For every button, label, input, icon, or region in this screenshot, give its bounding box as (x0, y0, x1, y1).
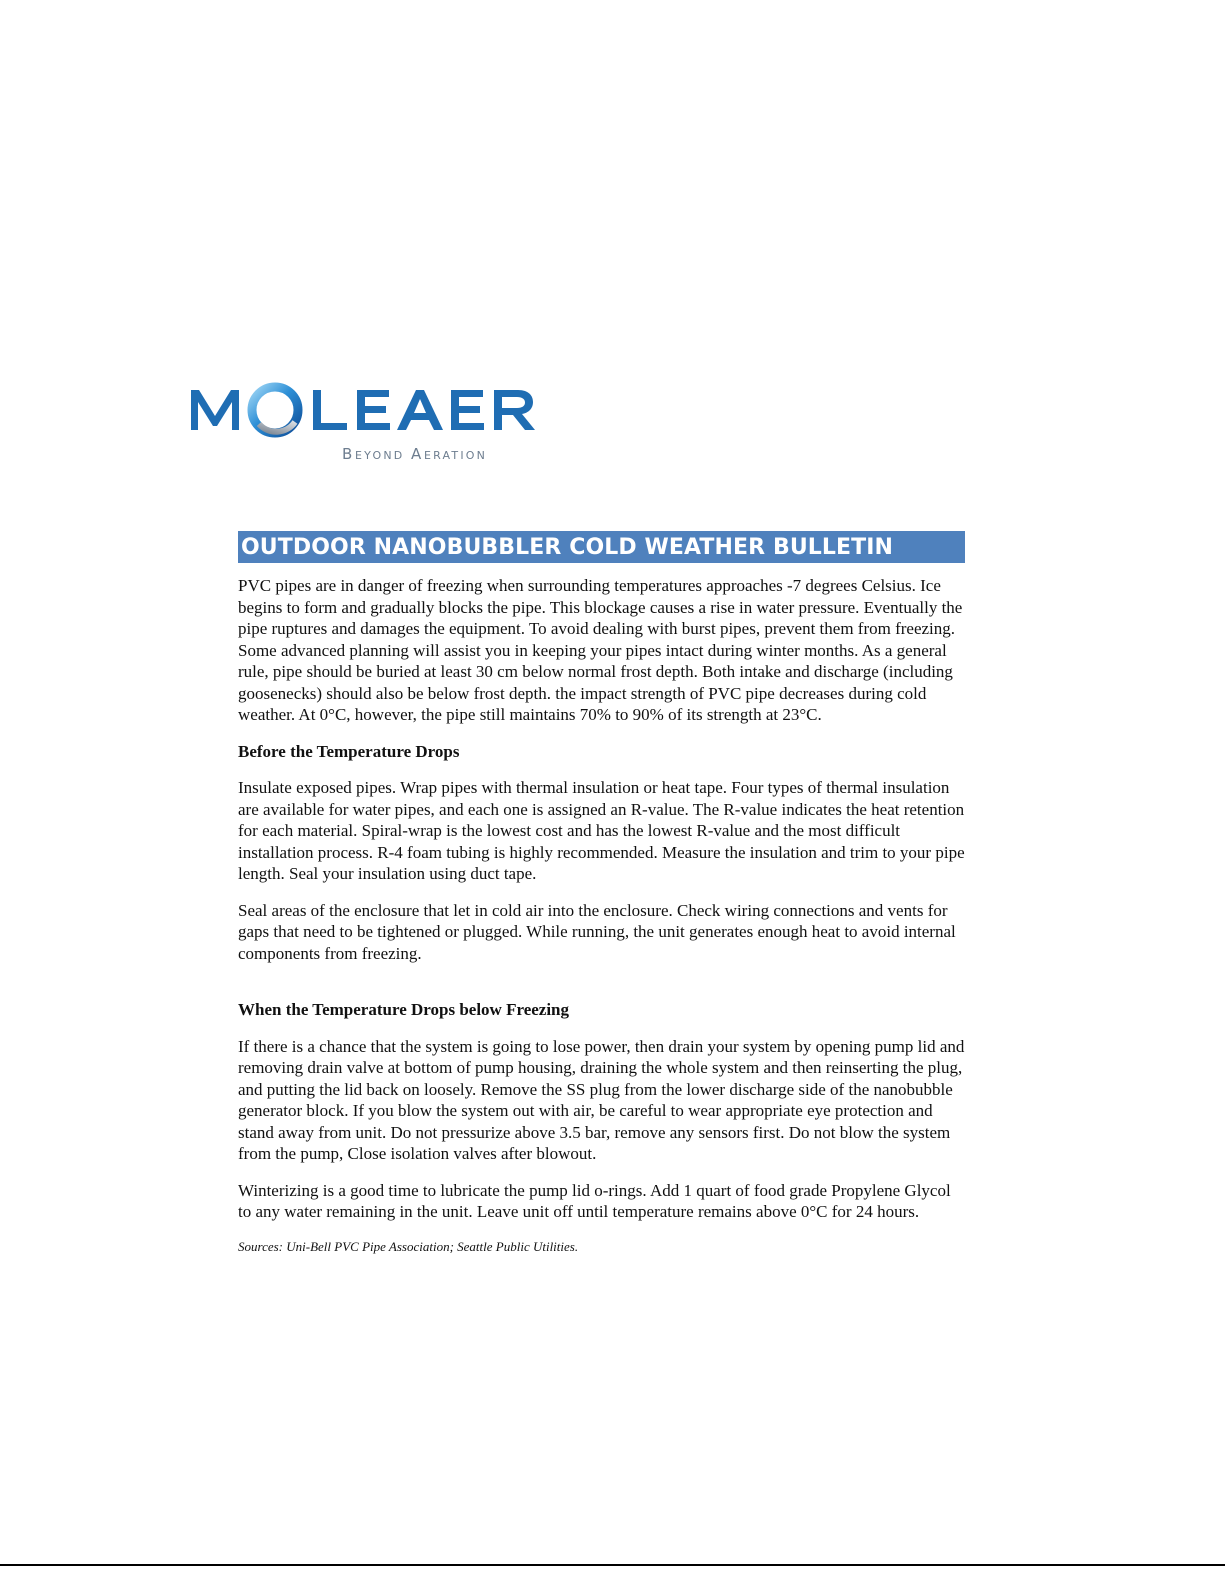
page-bottom-rule (0, 1564, 1225, 1566)
drain-paragraph: If there is a chance that the system is going to lose power, then drain your system by opening pump lid and removing drain valve at bottom of pump housing, draining the whole system and then reinserting the plug, and putting the lid back on loosely. Remove the SS plug from the lower discharge side of the nanobubble generator block. If you blow the system out with air, be careful to wear appropriate eye protection and stand away from unit. Do not pressurize above 3.5 bar, remove any sensors first. Do not blow the system from the pump, Close isolation valves after blowout. (238, 1036, 965, 1163)
svg-text:ERATION: ERATION (424, 449, 488, 462)
section-heading-before-drop: Before the Temperature Drops (238, 741, 460, 761)
moleaer-logo (189, 378, 559, 468)
insulation-paragraph: Insulate exposed pipes. Wrap pipes with thermal insulation or heat tape. Four types of thermal insulation are available for water pipes, and each one is assigned an R-value. The R-value indicates the heat retention for each material. Spiral-wrap is the lowest cost and has the lowest R-value and the most difficult installation process. R-4 foam tubing is highly recommended. Measure the insulation and trim to your pipe length. Seal your insulation using duct tape. (238, 778, 965, 883)
enclosure-paragraph: Seal areas of the enclosure that let in cold air into the enclosure. Check wiring connections and vents for gaps that need to be tightened or plugged. While running, the unit generates enough heat to avoid internal components from freezing. (238, 900, 956, 963)
bulletin-title: OUTDOOR NANOBUBBLER COLD WEATHER BULLETIN (241, 534, 894, 560)
svg-text:EYOND: EYOND (355, 449, 405, 462)
intro-paragraph: PVC pipes are in danger of freezing when surrounding temperatures approaches -7 degrees Celsius. Ice begins to form and gradually blocks the pipe. This blockage causes a rise in water pressure. Eventually the pipe ruptures and damages the equipment. To avoid dealing with burst pipes, prevent them from freezing. Some advanced planning will assist you in keeping your pipes intact during winter months. As a general rule, pipe should be buried at least 30 cm below normal frost depth. Both intake and discharge (including goosenecks) should also be below frost depth. the impact strength of PVC pipe decreases during cold weather. At 0°C, however, the pipe still maintains 70% to 90% of its strength at 23°C. (238, 576, 963, 724)
bulletin-title-bar (238, 531, 965, 563)
section-heading-below-freezing: When the Temperature Drops below Freezing (238, 1000, 570, 1019)
winterizing-paragraph: Winterizing is a good time to lubricate the pump lid o-rings. Add 1 quart of food grade Propylene Glycol to any water remaining in the unit. Leave unit off until temperature remains above 0°C for 24 hours. (238, 1180, 951, 1221)
sources-note: Sources: Uni-Bell PVC Pipe Association; Seattle Public Utilities. (238, 1238, 579, 1254)
svg-text:A: A (411, 445, 424, 463)
bulletin-body (238, 531, 965, 1256)
svg-text:B: B (342, 445, 355, 463)
